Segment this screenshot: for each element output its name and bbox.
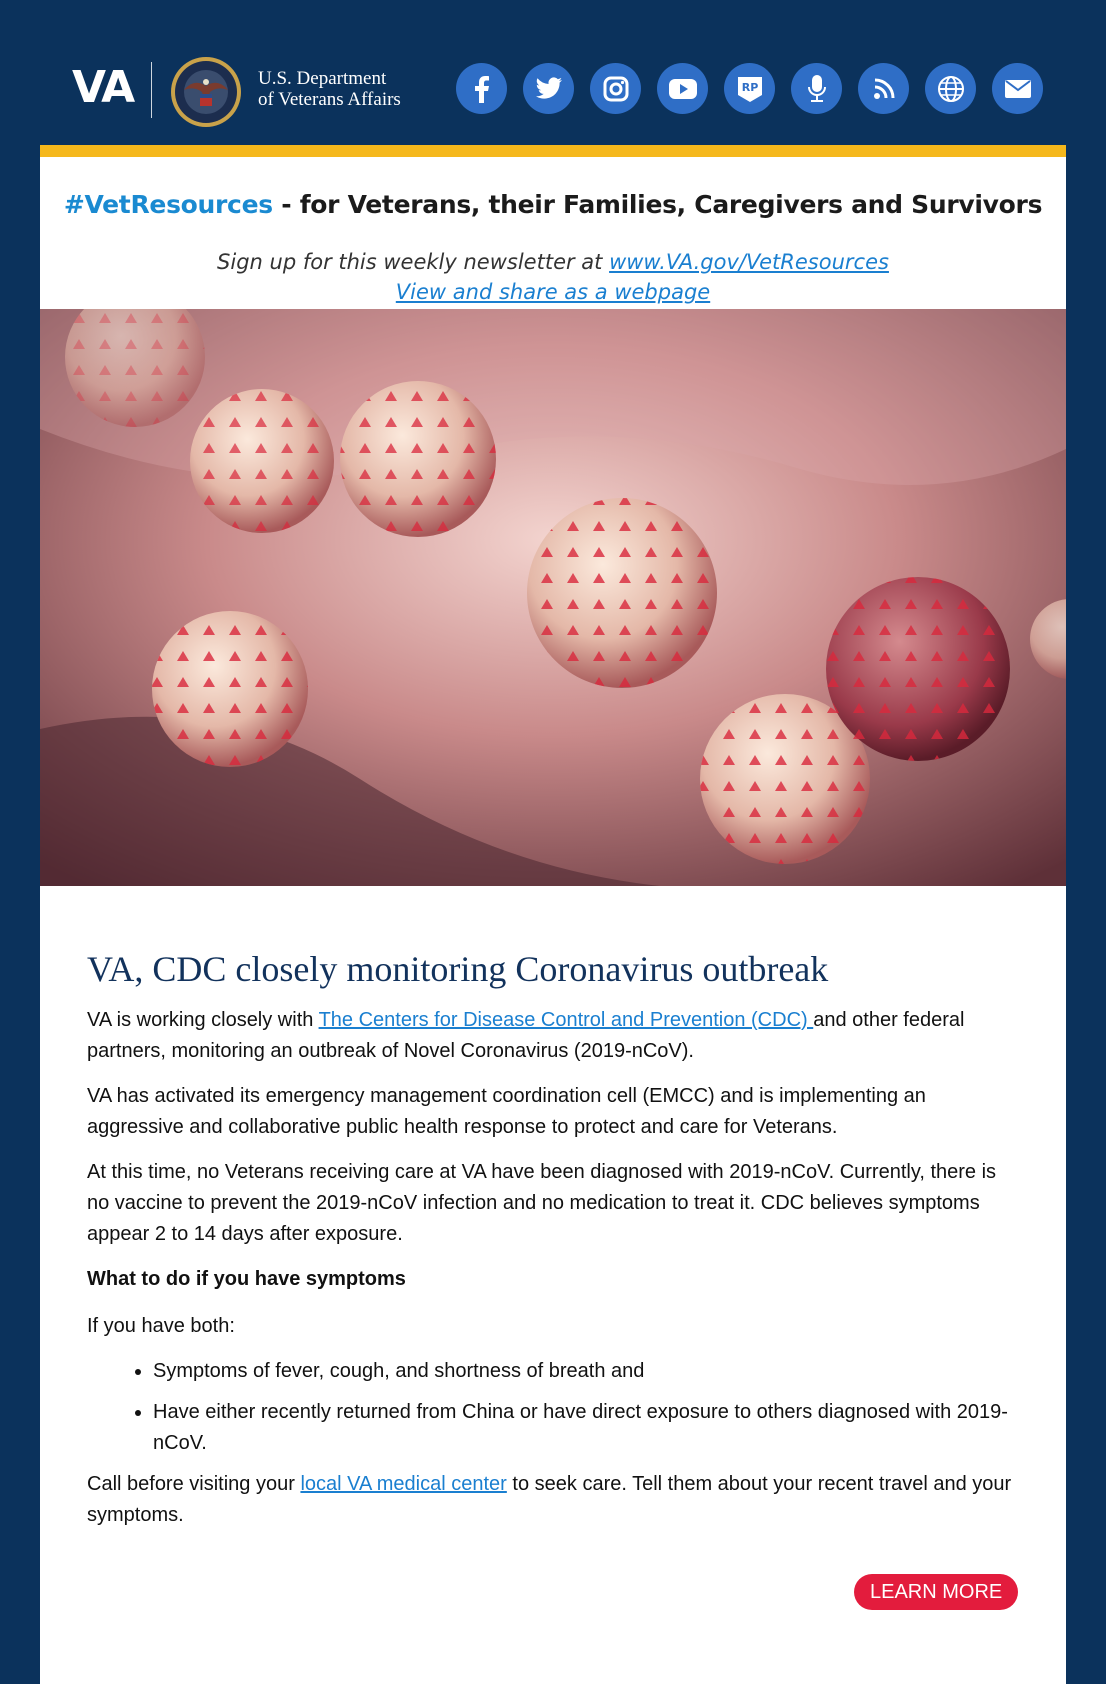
rp-icon-text: RP	[741, 80, 758, 94]
article-paragraph-4: If you have both:	[87, 1315, 235, 1337]
department-line-1: U.S. Department	[258, 68, 387, 89]
social-icons	[456, 63, 1043, 114]
learn-more-button[interactable]: LEARN MORE	[854, 1574, 1018, 1610]
department-line-2: of Veterans Affairs	[258, 89, 401, 110]
article-paragraph-1	[87, 1005, 1022, 1067]
header	[0, 0, 1106, 145]
twitter-icon[interactable]	[523, 63, 574, 114]
p1-suffix: and other federal partners, monitoring an outbreak of Novel Coronavirus (2019-nCoV).	[87, 1009, 965, 1062]
symptoms-list	[87, 1356, 1022, 1459]
signup-block	[40, 247, 1066, 307]
newsletter-card	[40, 145, 1066, 1684]
coronavirus-hero-image	[40, 309, 1066, 886]
symptoms-subheading: What to do if you have symptoms	[87, 1268, 406, 1290]
article-content	[87, 947, 1022, 1545]
rp-icon[interactable]	[724, 63, 775, 114]
logo-divider	[151, 62, 152, 118]
youtube-icon[interactable]	[657, 63, 708, 114]
signup-link[interactable]: www.VA.gov/VetResources	[609, 250, 889, 274]
vetresources-hashtag[interactable]: #VetResources	[63, 190, 273, 219]
article-paragraph-2: VA has activated its emergency management coordination cell (EMCC) and is implementing an aggressive and collaborative public health response to protect and care for Veterans.	[87, 1085, 926, 1138]
view-webpage-link[interactable]: View and share as a webpage	[395, 280, 711, 304]
signup-prefix: Sign up for this weekly newsletter at	[217, 250, 610, 274]
facebook-icon[interactable]	[456, 63, 507, 114]
article-paragraph-5	[87, 1469, 1022, 1531]
p1-prefix: VA is working closely with	[87, 1009, 319, 1031]
list-item: • Have either recently returned from China or have direct exposure to others diagnosed with 2019-nCoV.	[153, 1397, 1022, 1459]
newsletter-tagline	[40, 190, 1066, 219]
va-logo[interactable]: VA	[72, 62, 134, 113]
tagline-text: - for Veterans, their Families, Caregivers and Survivors	[272, 190, 1043, 219]
va-seal-icon	[170, 56, 242, 128]
rss-icon[interactable]	[858, 63, 909, 114]
p5-suffix: to seek care. Tell them about your recent travel and your symptoms.	[87, 1473, 1012, 1526]
article-title: VA, CDC closely monitoring Coronavirus outbreak	[87, 949, 829, 989]
web-icon[interactable]	[925, 63, 976, 114]
local-va-medical-center-link[interactable]: local VA medical center	[300, 1473, 507, 1495]
p5-prefix: Call before visiting your	[87, 1473, 301, 1495]
article-paragraph-3: At this time, no Veterans receiving care at VA have been diagnosed with 2019-nCoV. Currently, there is no vaccine to prevent the 2019-nCoV infection and no medication to treat it. CDC believes symptoms appear 2 to 14 days after exposure.	[87, 1161, 997, 1245]
email-icon[interactable]	[992, 63, 1043, 114]
webpage-line	[40, 277, 1066, 307]
department-name[interactable]	[258, 68, 401, 110]
instagram-icon[interactable]	[590, 63, 641, 114]
podcast-icon[interactable]	[791, 63, 842, 114]
signup-line	[40, 247, 1066, 277]
list-item: • Symptoms of fever, cough, and shortness of breath and	[153, 1356, 1022, 1387]
cdc-link[interactable]: The Centers for Disease Control and Prevention (CDC)	[318, 1009, 814, 1031]
